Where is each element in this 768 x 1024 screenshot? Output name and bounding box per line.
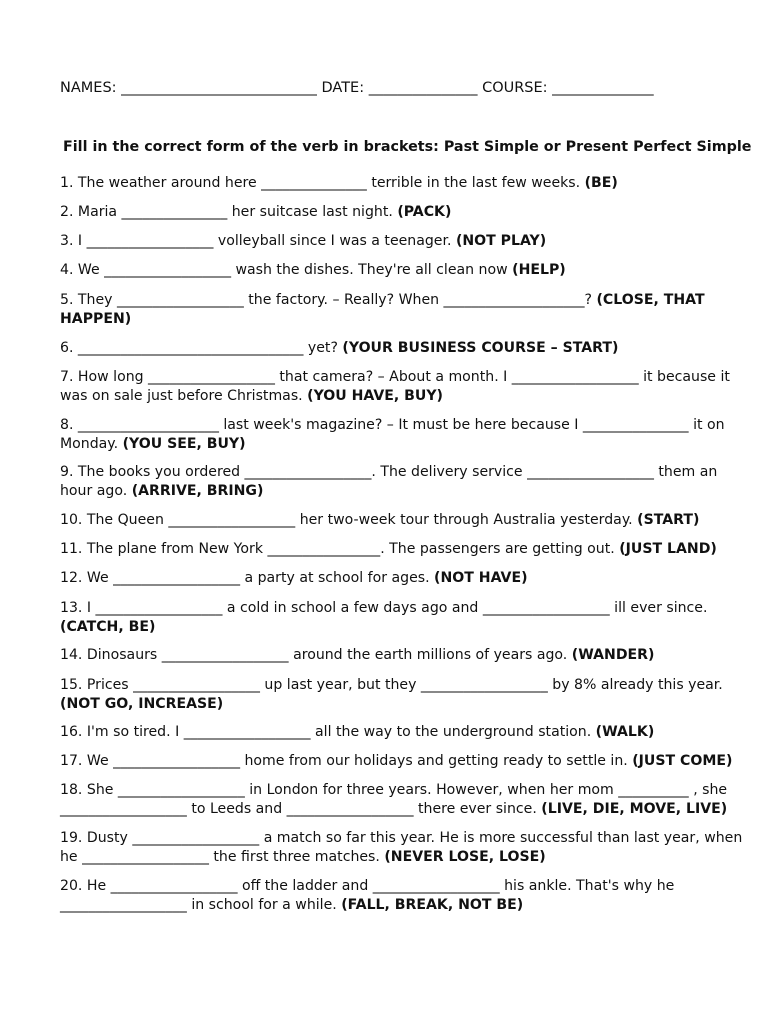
exercise-text: 7. How long __________________ that camera? – About a month. I __________________ it because it was on sale just before Christmas. bbox=[60, 369, 730, 404]
exercise-5 bbox=[60, 291, 752, 329]
exercise-7 bbox=[60, 368, 752, 406]
exercise-12 bbox=[60, 569, 752, 588]
exercise-15 bbox=[60, 676, 752, 714]
exercise-4 bbox=[60, 261, 752, 280]
verb-hint: (NOT HAVE) bbox=[434, 570, 528, 586]
exercise-text: 9. The books you ordered __________________. The delivery service __________________ them an hour ago. bbox=[60, 464, 718, 499]
verb-hint: (LIVE, DIE, MOVE, LIVE) bbox=[541, 801, 728, 817]
exercise-2 bbox=[60, 203, 752, 222]
verb-hint: (FALL, BREAK, NOT BE) bbox=[341, 897, 524, 913]
exercise-20 bbox=[60, 877, 752, 915]
exercise-text: 2. Maria _______________ her suitcase last night. bbox=[60, 204, 393, 220]
verb-hint: (NOT GO, INCREASE) bbox=[60, 696, 224, 712]
verb-hint: (NOT PLAY) bbox=[455, 233, 547, 249]
verb-hint: (BE) bbox=[584, 175, 618, 191]
exercise-text: 1. The weather around here _______________ terrible in the last few weeks. bbox=[60, 175, 581, 191]
verb-hint: (PACK) bbox=[397, 204, 452, 220]
exercise-text: 10. The Queen __________________ her two-week tour through Australia yesterday. bbox=[60, 512, 633, 528]
exercise-text: 5. They __________________ the factory. – Really? When ____________________? bbox=[60, 292, 592, 308]
verb-hint: (CLOSE, THAT HAPPEN) bbox=[60, 292, 705, 327]
exercise-14 bbox=[60, 646, 752, 665]
verb-hint: (JUST LAND) bbox=[619, 541, 717, 557]
verb-hint: (NEVER LOSE, LOSE) bbox=[384, 849, 546, 865]
verb-hint: (START) bbox=[637, 512, 700, 528]
verb-hint: (WANDER) bbox=[571, 647, 655, 663]
exercise-text: 17. We __________________ home from our holidays and getting ready to settle in. bbox=[60, 753, 628, 769]
verb-hint: (JUST COME) bbox=[632, 753, 733, 769]
exercise-text: 18. She __________________ in London for three years. However, when her mom __________ , she __________________ to Leeds and __________________ there ever since. bbox=[60, 782, 728, 817]
exercise-11 bbox=[60, 540, 752, 559]
instructions-title: Fill in the correct form of the verb in brackets: Past Simple or Present Perfect Simple bbox=[63, 139, 752, 155]
verb-hint: (ARRIVE, BRING) bbox=[131, 483, 264, 499]
exercise-19 bbox=[60, 829, 752, 867]
exercise-18 bbox=[60, 781, 752, 819]
exercise-text: 4. We __________________ wash the dishes. They're all clean now bbox=[60, 262, 508, 278]
exercise-3 bbox=[60, 232, 752, 251]
exercise-text: 6. ________________________________ yet? bbox=[60, 340, 338, 356]
exercise-text: 20. He __________________ off the ladder and __________________ his ankle. That's why he __________________ in school for a while. bbox=[60, 878, 675, 913]
exercise-text: 11. The plane from New York ________________. The passengers are getting out. bbox=[60, 541, 615, 557]
exercise-text: 14. Dinosaurs __________________ around the earth millions of years ago. bbox=[60, 647, 568, 663]
exercise-1 bbox=[60, 174, 752, 193]
exercise-8 bbox=[60, 416, 752, 454]
verb-hint: (CATCH, BE) bbox=[60, 619, 156, 635]
exercise-text: 3. I __________________ volleyball since I was a teenager. bbox=[60, 233, 452, 249]
exercise-17 bbox=[60, 752, 752, 771]
exercise-text: 12. We __________________ a party at school for ages. bbox=[60, 570, 430, 586]
student-info-line: NAMES: ___________________________ DATE: _______________ COURSE: ______________ bbox=[60, 80, 654, 96]
verb-hint: (YOU SEE, BUY) bbox=[122, 436, 246, 452]
exercise-text: 13. I __________________ a cold in school a few days ago and __________________ ill ever since. bbox=[60, 600, 708, 616]
exercise-10 bbox=[60, 511, 752, 530]
verb-hint: (HELP) bbox=[512, 262, 566, 278]
exercise-text: 19. Dusty __________________ a match so far this year. He is more successful than last year, when he __________________ the first three matches. bbox=[60, 830, 743, 865]
exercise-9 bbox=[60, 463, 752, 501]
exercise-text: 15. Prices __________________ up last year, but they __________________ by 8% already this year. bbox=[60, 677, 723, 693]
exercise-text: 16. I'm so tired. I __________________ all the way to the underground station. bbox=[60, 724, 592, 740]
verb-hint: (YOU HAVE, BUY) bbox=[307, 388, 443, 404]
exercise-text: 8. ____________________ last week's magazine? – It must be here because I _______________ it on Monday. bbox=[60, 417, 725, 452]
exercise-13 bbox=[60, 599, 752, 637]
exercise-16 bbox=[60, 723, 752, 742]
verb-hint: (YOUR BUSINESS COURSE – START) bbox=[342, 340, 619, 356]
exercise-6 bbox=[60, 339, 752, 358]
verb-hint: (WALK) bbox=[595, 724, 655, 740]
